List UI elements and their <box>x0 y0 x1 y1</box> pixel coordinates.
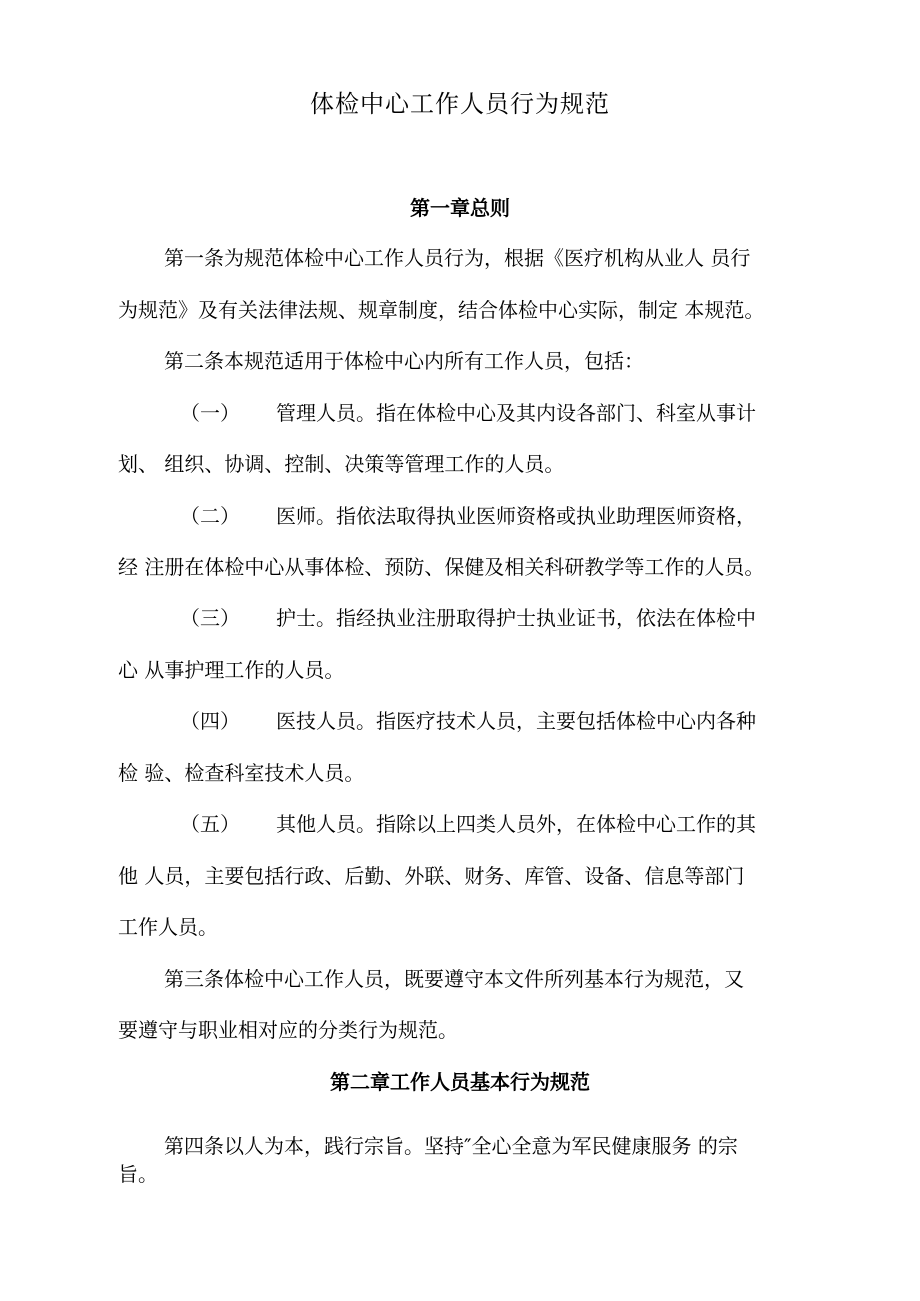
item-5-line-3: 工作人员。 <box>118 915 218 939</box>
article-1-line-1: 第一条为规范体检中心工作人员行为，根据《医疗机构从业人 员行 <box>164 246 751 270</box>
article-1-line-2: 为规范》及有关法律法规、规章制度，结合体检中心实际，制定 本规范。 <box>118 298 765 322</box>
article-2-line-1: 第二条本规范适用于体检中心内所有工作人员，包括： <box>164 349 644 373</box>
item-4-number: （四） <box>180 709 240 733</box>
chapter-1-heading: 第一章总则 <box>410 196 510 220</box>
item-5-line-2: 他 人员，主要包括行政、后勤、外联、财务、库管、设备、信息等部门 <box>118 864 745 888</box>
item-2-line-2: 经 注册在体检中心从事体检、预防、保健及相关科研教学等工作的人员。 <box>118 555 765 579</box>
item-3-number: （三） <box>180 606 240 630</box>
article-4-line-2: 旨。 <box>118 1162 158 1186</box>
item-4-line-1: 医技人员。指医疗技术人员，主要包括体检中心内各种 <box>276 709 756 733</box>
item-2-line-1: 医师。指依法取得执业医师资格或执业助理医师资格， <box>276 504 756 528</box>
item-2-number: （二） <box>180 504 240 528</box>
article-4-line-1: 第四条以人为本，践行宗旨。坚持″全心全意为军民健康服务 的宗 <box>164 1134 738 1158</box>
article-3-line-2: 要遵守与职业相对应的分类行为规范。 <box>118 1018 458 1042</box>
item-4-line-2: 检 验、检查科室技术人员。 <box>118 761 365 785</box>
item-5-number: （五） <box>180 812 240 836</box>
item-1-line-1: 管理人员。指在体检中心及其内设各部门、科室从事计 <box>276 401 756 425</box>
item-5-line-1: 其他人员。指除以上四类人员外，在体检中心工作的其 <box>276 812 756 836</box>
article-3-line-1: 第三条体检中心工作人员，既要遵守本文件所列基本行为规范，又 <box>164 967 744 991</box>
item-1-line-2: 划、 组织、协调、控制、决策等管理工作的人员。 <box>118 452 565 476</box>
chapter-2-heading: 第二章工作人员基本行为规范 <box>330 1070 590 1094</box>
item-3-line-1: 护士。指经执业注册取得护士执业证书，依法在体检中 <box>276 606 756 630</box>
document-title: 体检中心工作人员行为规范 <box>310 90 610 118</box>
item-1-number: （一） <box>180 401 240 425</box>
item-3-line-2: 心 从事护理工作的人员。 <box>118 658 345 682</box>
